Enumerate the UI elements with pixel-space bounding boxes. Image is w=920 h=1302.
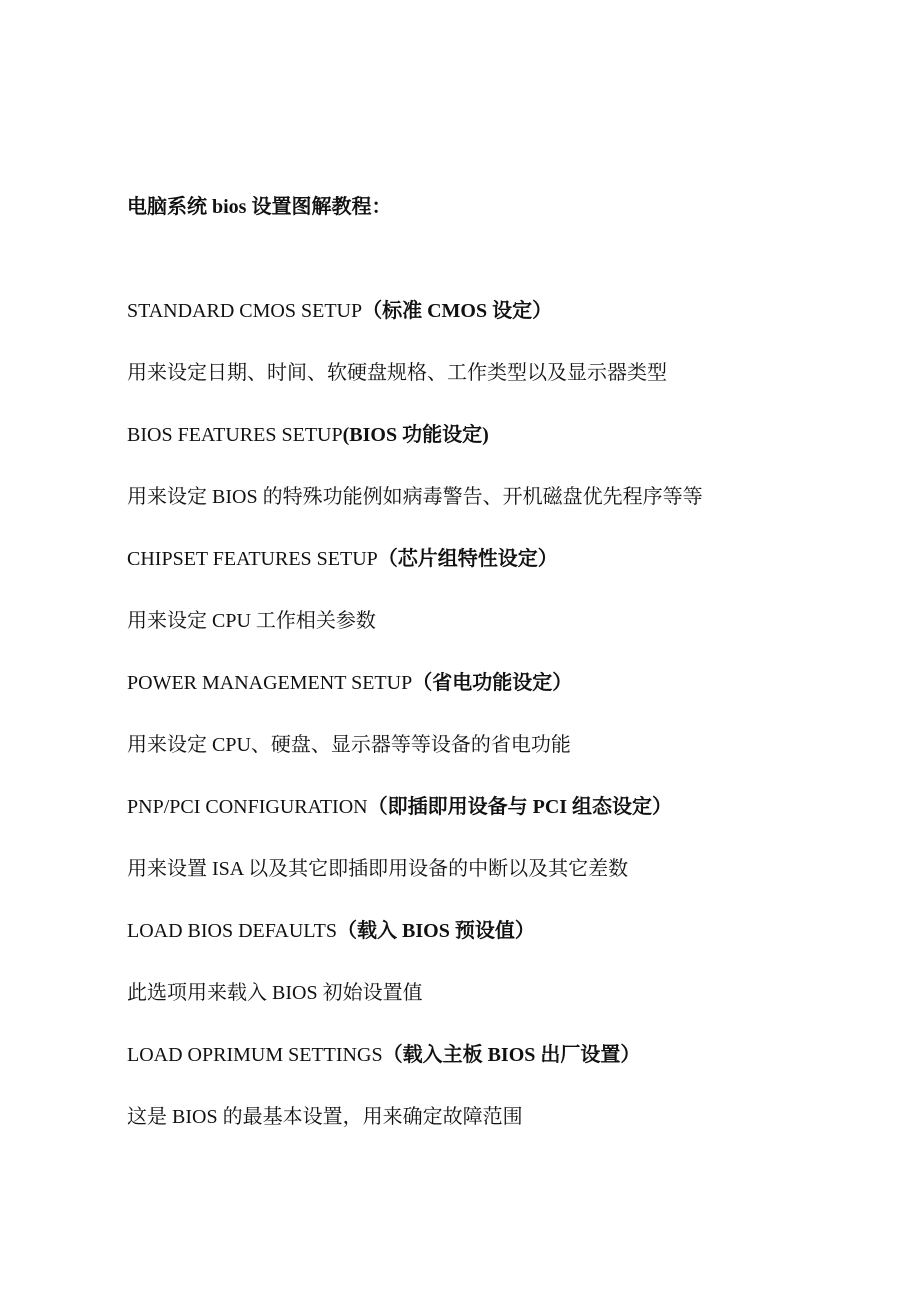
section-heading xyxy=(127,917,827,979)
section-heading xyxy=(127,297,827,359)
section-heading-zh: （省电功能设定） xyxy=(412,672,573,694)
section-heading xyxy=(127,421,827,483)
section-heading xyxy=(127,545,827,607)
section-description: 用来设置 ISA 以及其它即插即用设备的中断以及其它差数 xyxy=(127,858,629,880)
section-heading-en: CHIPSET FEATURES SETUP xyxy=(127,548,378,570)
section-heading xyxy=(127,793,827,855)
section-list xyxy=(127,297,827,1165)
section-heading-zh: （即插即用设备与 PCI 组态设定） xyxy=(367,796,673,818)
section-heading-en: PNP/PCI CONFIGURATION xyxy=(127,796,368,818)
document-body xyxy=(127,193,827,1165)
section-description: 这是 BIOS 的最基本设置，用来确定故障范围 xyxy=(127,1106,523,1128)
section-heading xyxy=(127,1041,827,1103)
section-heading-en: POWER MANAGEMENT SETUP xyxy=(127,672,413,694)
section-heading-zh: （载入 BIOS 预设值） xyxy=(337,920,535,942)
section-description: 用来设定 BIOS 的特殊功能例如病毒警告、开机磁盘优先程序等等 xyxy=(127,486,703,508)
section-description: 此选项用来载入 BIOS 初始设置值 xyxy=(127,982,423,1004)
section-description: 用来设定 CPU 工作相关参数 xyxy=(127,610,376,632)
section-heading-zh: （标准 CMOS 设定） xyxy=(362,300,553,322)
section-heading-en: STANDARD CMOS SETUP xyxy=(127,300,363,322)
section-heading-zh: （芯片组特性设定） xyxy=(377,548,558,570)
section-heading xyxy=(127,669,827,731)
section-heading-en: LOAD BIOS DEFAULTS xyxy=(127,920,338,942)
section-heading-zh: （载入主板 BIOS 出厂设置） xyxy=(382,1044,641,1066)
section-heading-zh: (BIOS 功能设定) xyxy=(342,424,489,446)
section-description: 用来设定日期、时间、软硬盘规格、工作类型以及显示器类型 xyxy=(127,362,667,384)
section-heading-en: BIOS FEATURES SETUP xyxy=(127,424,343,446)
section-description: 用来设定 CPU、硬盘、显示器等等设备的省电功能 xyxy=(127,734,571,756)
document-title: 电脑系统 bios 设置图解教程： xyxy=(127,196,392,218)
section-heading-en: LOAD OPRIMUM SETTINGS xyxy=(127,1044,383,1066)
